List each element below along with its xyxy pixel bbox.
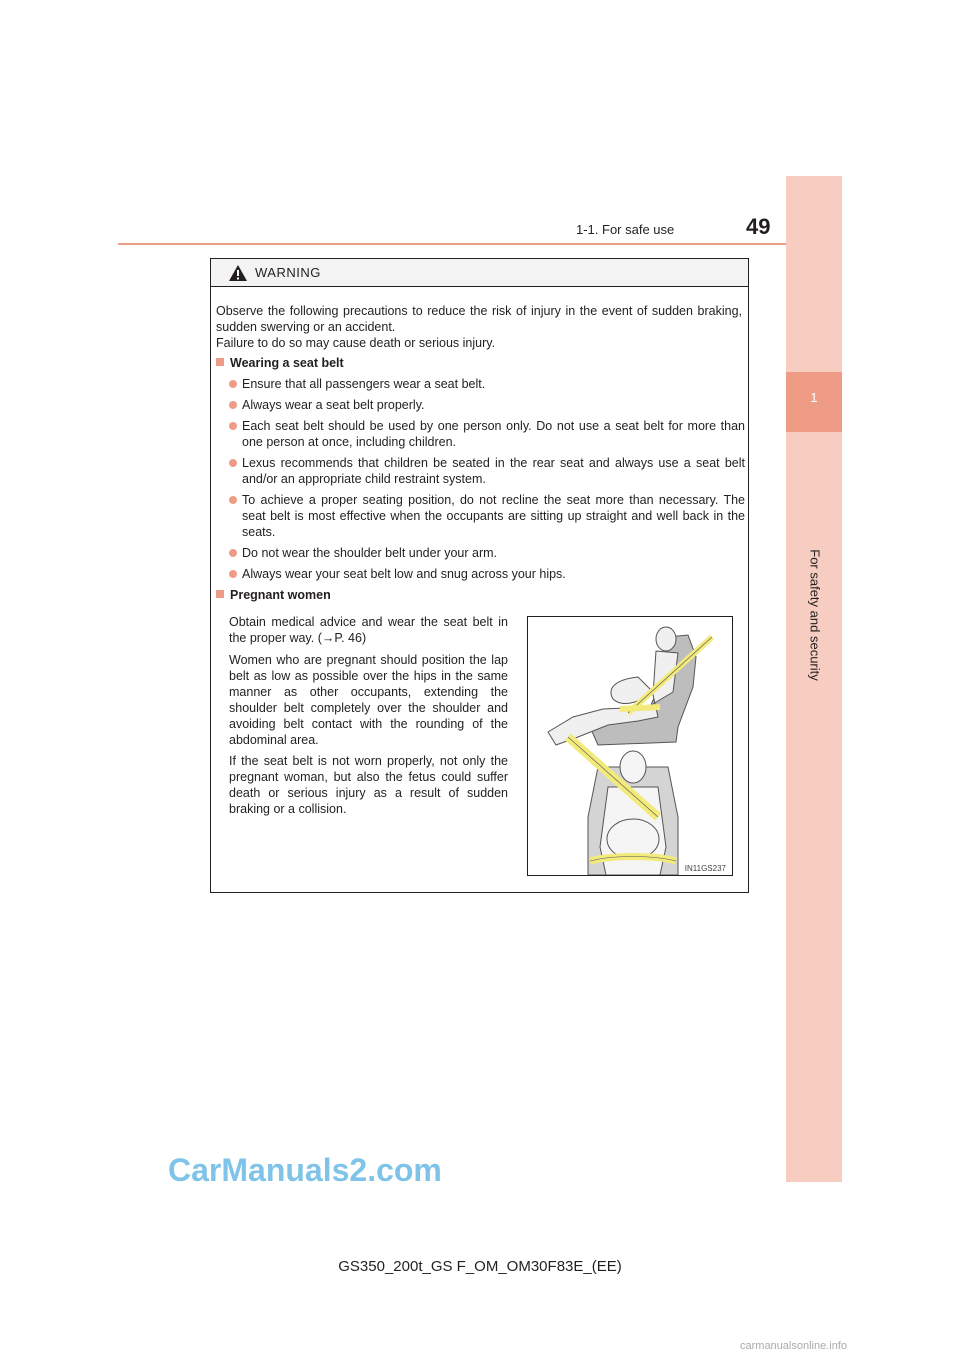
circle-bullet-icon	[229, 380, 237, 388]
square-bullet-icon	[216, 590, 224, 598]
illustration-code: IN11GS237	[684, 864, 726, 873]
chapter-number: 1	[810, 390, 818, 405]
bullet-item: Do not wear the shoulder belt under your arm.	[229, 545, 745, 561]
warning-header	[211, 259, 748, 287]
pregnant-seat-belt-illustration	[527, 616, 733, 876]
circle-bullet-icon	[229, 496, 237, 504]
circle-bullet-icon	[229, 459, 237, 467]
bullet-item: To achieve a proper seating position, do not recline the seat more than necessary. The seat belt is most effective when the occupants are sitting up straight and well back in the seats.	[229, 492, 745, 540]
watermark-url: carmanualsonline.info	[740, 1340, 848, 1352]
bullet-item: Ensure that all passengers wear a seat belt.	[229, 376, 745, 392]
chapter-title: For safety and security	[807, 549, 823, 681]
bullet-item: Always wear a seat belt properly.	[229, 397, 745, 413]
pregnant-paragraph-1: Obtain medical advice and wear the seat belt in the proper way. (→P. 46)	[229, 615, 508, 645]
circle-bullet-icon	[229, 401, 237, 409]
watermark-logo: CarManuals2.com	[168, 1152, 442, 1188]
section-heading-seat-belt: Wearing a seat belt	[216, 355, 344, 371]
square-bullet-icon	[216, 358, 224, 366]
warning-title: WARNING	[255, 265, 321, 280]
circle-bullet-icon	[229, 570, 237, 578]
pregnant-paragraph-3: If the seat belt is not worn properly, not only the pregnant woman, but also the fetus could suffer death or serious injury as a result of sudden braking or a collision.	[229, 754, 508, 816]
header-rule	[118, 243, 841, 245]
circle-bullet-icon	[229, 549, 237, 557]
page-number: 49	[746, 214, 771, 239]
warning-intro-1: Observe the following precautions to reduce the risk of injury in the event of sudden braking, sudden swerving or an accident.	[216, 304, 742, 334]
seat-belt-drawing	[528, 617, 732, 875]
pregnant-paragraph-2: Women who are pregnant should position the lap belt as low as possible over the hips in the same manner as other occupants, extending the shoulder belt completely over the shoulder and avoiding belt contact with the rounding of the abdominal area.	[229, 653, 508, 747]
warning-box	[210, 258, 749, 893]
circle-bullet-icon	[229, 422, 237, 430]
warning-intro-2: Failure to do so may cause death or serious injury.	[216, 336, 496, 350]
bullet-item: Lexus recommends that children be seated in the rear seat and always use a seat belt and/or an appropriate child restraint system.	[229, 455, 745, 487]
footer-model-code: GS350_200t_GS F_OM_OM30F83E_(EE)	[338, 1258, 622, 1275]
bullet-item: Each seat belt should be used by one person only. Do not use a seat belt for more than one person at once, including children.	[229, 418, 745, 450]
section-title: 1-1. For safe use	[576, 222, 675, 237]
section-heading-pregnant-women: Pregnant women	[216, 587, 331, 603]
bullet-item: Always wear your seat belt low and snug across your hips.	[229, 566, 745, 582]
warning-triangle-icon	[228, 264, 248, 282]
